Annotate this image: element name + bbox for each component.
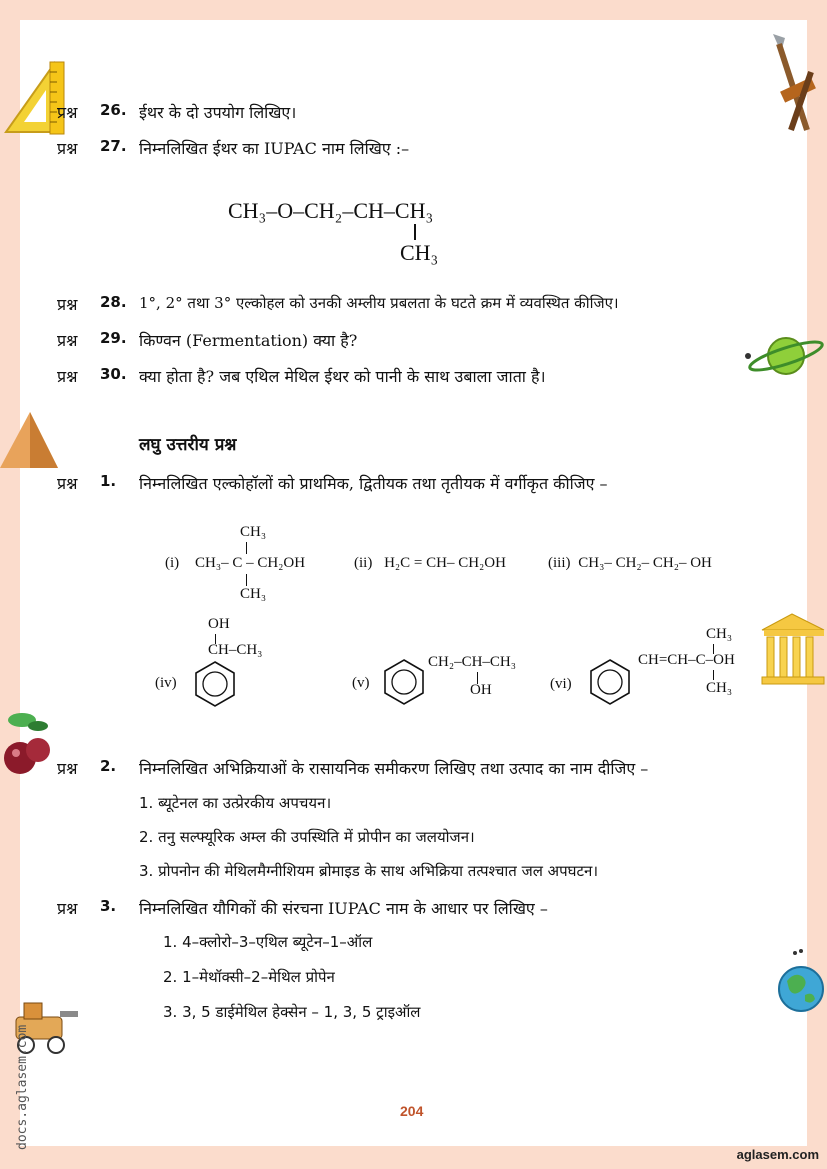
question-text: निम्नलिखित अभिक्रियाओं के रासायनिक समीकरण लिखिए तथा उत्पाद का नाम दीजिए – xyxy=(139,759,649,778)
alcohol-ii xyxy=(354,555,544,577)
question-number: 2. xyxy=(100,757,117,775)
question-text: किण्वन (Fermentation) क्या है? xyxy=(139,331,358,350)
document-page xyxy=(20,20,807,1146)
question-28 xyxy=(57,293,777,317)
alcohol-main-chain: CH₃– CH₂– CH₂– OH xyxy=(578,555,712,571)
ether-branch: CH₃ xyxy=(400,240,439,265)
q2-item-1: 1. ब्यूटेनल का उत्प्रेरकीय अपचयन। xyxy=(139,794,332,812)
ether-bond xyxy=(414,224,416,240)
alcohol-label: (v) xyxy=(352,675,370,691)
q2-item-2: 2. तनु सल्फ्यूरिक अम्ल की उपस्थिति में प्रोपीन का जलयोजन। xyxy=(139,828,475,846)
question-number: 26. xyxy=(100,101,127,119)
benzene-ring xyxy=(193,660,237,708)
ether-formula xyxy=(228,198,528,273)
question-number: 1. xyxy=(100,472,117,490)
alcohol-side-chain: CH=CH–C–OH xyxy=(638,652,735,668)
alcohol-label: (ii) xyxy=(354,555,373,571)
question-text: निम्नलिखित एल्कोहॉलों को प्राथमिक, द्वितीयक तथा तृतीयक में वर्गीकृत कीजिए – xyxy=(139,474,608,493)
greek-temple-icon xyxy=(758,610,827,688)
globe-earth-icon xyxy=(775,945,827,1015)
alcohol-bottom-group: OH xyxy=(470,682,492,698)
tools-icon xyxy=(765,32,825,134)
question-1 xyxy=(57,472,777,496)
alcohol-i xyxy=(165,524,345,604)
alcohol-bottom-group: CH₃ xyxy=(240,586,267,602)
alcohol-top-group: CH₃ xyxy=(706,626,733,642)
alcohol-top-group: OH xyxy=(208,616,230,632)
question-text: निम्नलिखित यौगिकों की संरचना IUPAC नाम के आधार पर लिखिए – xyxy=(139,899,548,918)
cherries-icon xyxy=(2,708,54,782)
question-number: 29. xyxy=(100,329,127,347)
alcohol-top-group: CH₃ xyxy=(240,524,267,540)
question-2 xyxy=(57,757,777,781)
alcohol-iii xyxy=(548,555,748,577)
alcohol-vi xyxy=(550,626,760,716)
alcohol-main-chain: H₂C = CH– CH₂OH xyxy=(384,555,506,571)
site-name: aglasem.com xyxy=(736,1147,819,1162)
alcohol-side-chain: CH–CH₃ xyxy=(208,642,263,658)
question-29 xyxy=(57,329,757,353)
question-3 xyxy=(57,897,777,921)
question-prefix: प्रश्न xyxy=(57,295,78,314)
q3-item-3: 3. 3, 5 डाईमेथिल हेक्सेन – 1, 3, 5 ट्राइऑल xyxy=(163,1003,421,1021)
benzene-ring xyxy=(382,658,426,706)
question-prefix: प्रश्न xyxy=(57,139,78,158)
question-number: 27. xyxy=(100,137,127,155)
question-text: निम्नलिखित ईथर का IUPAC नाम लिखिए :– xyxy=(139,139,410,158)
question-prefix: प्रश्न xyxy=(57,367,78,386)
question-prefix: प्रश्न xyxy=(57,331,78,350)
alcohol-bottom-group: CH₃ xyxy=(706,680,733,696)
question-prefix: प्रश्न xyxy=(57,759,78,778)
watermark-text: docs.aglasem.com xyxy=(15,1024,30,1150)
question-text: क्या होता है? जब एथिल मेथिल ईथर को पानी के साथ उबाला जाता है। xyxy=(139,367,546,386)
question-text: 1°, 2° तथा 3° एल्कोहल को उनकी अम्लीय प्रबलता के घटते क्रम में व्यवस्थित कीजिए। xyxy=(139,294,619,312)
question-number: 3. xyxy=(100,897,117,915)
question-prefix: प्रश्न xyxy=(57,103,78,122)
question-prefix: प्रश्न xyxy=(57,899,78,918)
question-27 xyxy=(57,137,757,161)
section-heading: लघु उत्तरीय प्रश्न xyxy=(139,435,237,455)
q2-item-3: 3. प्रोपनोन की मेथिलमैग्नीशियम ब्रोमाइड के साथ अभिक्रिया तत्पश्चात जल अपघटन। xyxy=(139,862,599,880)
question-number: 28. xyxy=(100,293,127,311)
pyramid-icon xyxy=(0,410,60,470)
watermark xyxy=(8,1000,32,1150)
alcohol-label: (vi) xyxy=(550,676,572,692)
alcohol-iv xyxy=(155,614,285,709)
benzene-ring xyxy=(588,658,632,706)
question-26 xyxy=(57,101,757,125)
alcohol-bond xyxy=(713,670,714,680)
alcohol-bond xyxy=(246,574,247,586)
question-text: ईथर के दो उपयोग लिखिए। xyxy=(139,103,297,122)
alcohol-v xyxy=(352,648,537,710)
alcohol-side-chain: CH₂–CH–CH₃ xyxy=(428,654,516,670)
q3-item-2: 2. 1–मेथॉक्सी–2–मेथिल प्रोपेन xyxy=(163,968,335,986)
question-30 xyxy=(57,365,757,389)
alcohol-label: (iii) xyxy=(548,555,571,571)
question-number: 30. xyxy=(100,365,127,383)
alcohol-main-chain: CH₃– C – CH₂OH xyxy=(195,555,306,571)
q3-item-1: 1. 4–क्लोरो–3–एथिल ब्यूटेन–1–ऑल xyxy=(163,933,373,951)
alcohol-label: (i) xyxy=(165,555,180,571)
question-prefix: प्रश्न xyxy=(57,474,78,493)
alcohol-bond xyxy=(246,542,247,554)
alcohol-label: (iv) xyxy=(155,675,177,691)
page-number: 204 xyxy=(400,1103,424,1119)
ether-main-chain: CH₃–O–CH₂–CH–CH₃ xyxy=(228,198,434,223)
